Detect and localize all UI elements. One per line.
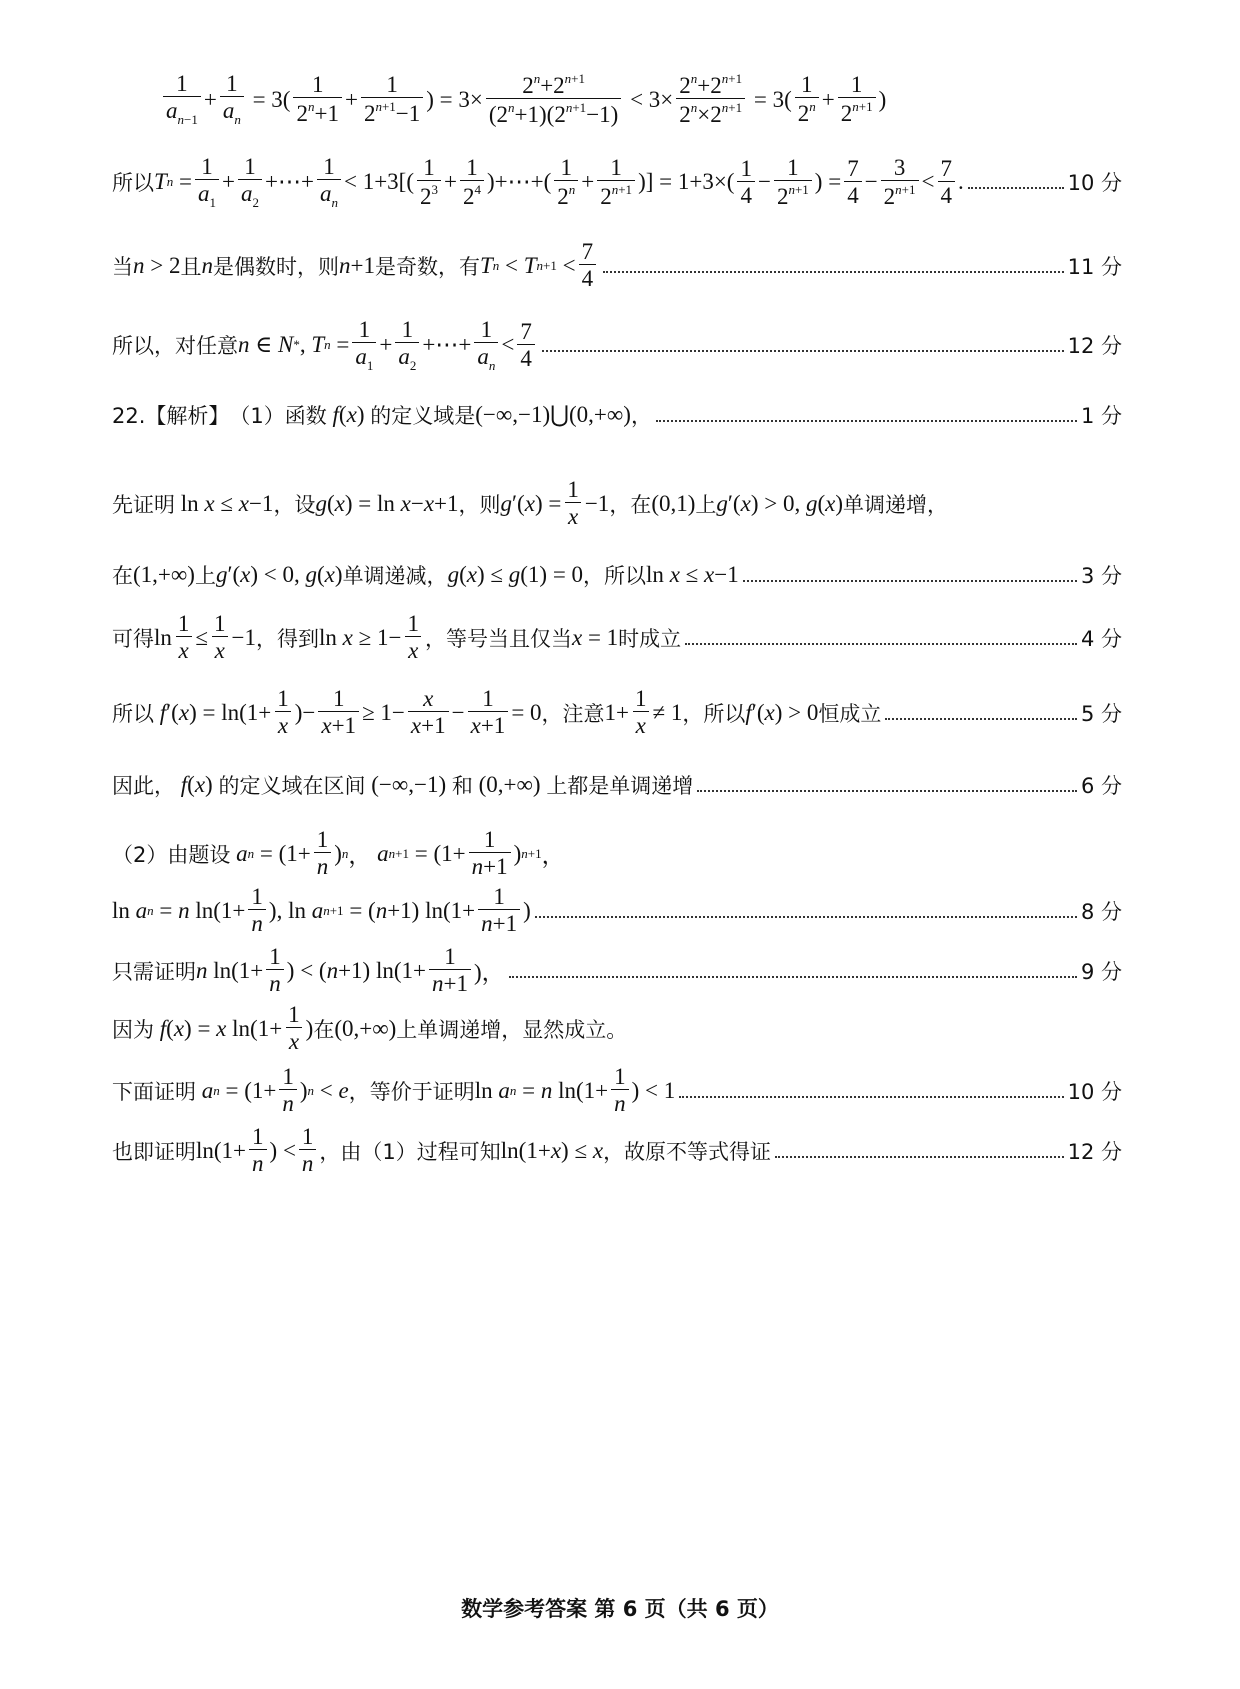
text-ie-prove: 也即证明 (112, 1139, 196, 1164)
text-obvious: 上单调递增，显然成立。 (396, 1017, 628, 1042)
text-obtain: 可得 (112, 626, 154, 651)
text-so: ，所以 (583, 564, 647, 588)
score-label: 11 分 (1067, 254, 1122, 279)
need-prove-line: 只需证明 n ln(1+ $\frac{1}{n}$ ) < ( n +1) ln(1+ $\frac{1}{n+1}$ )， 9 分 (112, 944, 1122, 997)
leader-dots (885, 718, 1077, 720)
score-label: 5 分 (1080, 701, 1122, 726)
text-on: ，在 (609, 492, 652, 517)
q22-line: 22.【解析】 （1）函数 f ( x ) 的定义域是 (−∞,−1)⋃(0,+∞) ， 1 分 (112, 402, 1122, 428)
score-label: 6 分 (1080, 774, 1122, 798)
formula-tn-ineq: T n < T n+1 < $\frac{7}{4}$ (480, 240, 599, 291)
score-label: 8 分 (1080, 899, 1122, 924)
text-qie: 且 (180, 254, 202, 279)
formula-line-1 (160, 72, 1170, 127)
score-label: 10 分 (1067, 1079, 1122, 1104)
leader-dots (697, 790, 1077, 792)
text-always-holds: 恒成立 (818, 701, 882, 726)
text-dang: 当 (112, 254, 133, 279)
leader-dots (968, 187, 1064, 189)
text-zai: 在 (112, 564, 133, 588)
q22-domain-text: 的定义域是 (370, 404, 476, 428)
proof-line-b: 在 (1,+∞) 上 g ′( x ) < 0, g ( x ) 单调递减， g ( x ) ≤ g (1) = 0 ，所以 ln x ≤ x −1 3 分 (112, 562, 1122, 588)
below-prove-line: 下面证明 a n = (1+ $\frac{1}{n}$ ) n < e ，等价于证明 ln a n = n ln(1+ $\frac{1}{n}$ ) < 1 10 分 (112, 1064, 1122, 1117)
score-label: 12 分 (1067, 1139, 1122, 1164)
formula-line-2 (112, 155, 1122, 210)
score-label: 4 分 (1080, 626, 1122, 651)
text-line-4 (112, 318, 1122, 373)
text-part2: （2）由题设 (112, 842, 231, 867)
text-zai: 在 (313, 1017, 335, 1042)
text-let: ，设 (273, 492, 316, 517)
proof-line-a: 先证明 ln x ≤ x −1 ，设 g ( x ) = ln x − x +1 ，则 g ′( x ) = $\frac{1}{x}$ −1 ，在 (0,1) 上 g ′( x ) > 0, g ( x ) 单调递增， (112, 477, 949, 530)
text-so: ，所以 (682, 701, 746, 726)
text-increasing: 单调递增， (843, 492, 949, 517)
text-decreasing: 单调递减， (342, 564, 448, 588)
text-suoyi: 所以 (112, 171, 154, 196)
text-therefore: 因此， (112, 774, 175, 798)
score-label: 1 分 (1080, 404, 1122, 428)
leader-dots (542, 350, 1064, 352)
text-equality: ，等号当且仅当 (424, 626, 572, 651)
text-holds: 时成立 (618, 626, 682, 651)
formula-tn-final: n ∈ N * , T n = $\frac{1}{a_1}$ + $\frac{1}{a_2}$ +⋯+ $\frac{1}{a_n}$ < $\frac{7}{4}$ (238, 318, 538, 373)
text-even: 是偶数时，则 (212, 254, 339, 279)
leader-dots (535, 916, 1077, 918)
text-need-prove: 只需证明 (112, 959, 196, 984)
text-because: 因为 (112, 1017, 154, 1042)
score-label: 9 分 (1080, 959, 1122, 984)
proof-line-e: 因此， f ( x ) 的定义域在区间 (−∞,−1) 和 (0,+∞) 上都是单调递增 6 分 (112, 772, 1122, 798)
ie-prove-line: 也即证明 ln(1+ $\frac{1}{n}$ ) < $\frac{1}{n}$ ，由（1）过程可知 ln(1+ x ) ≤ x ，故原不等式得证 12 分 (112, 1124, 1122, 1177)
score-label: 3 分 (1080, 564, 1122, 588)
text-both-increasing: 上都是单调递增 (546, 774, 694, 798)
leader-dots (603, 271, 1063, 273)
leader-dots (679, 1096, 1063, 1098)
q22-part1: （1）函数 (229, 404, 327, 428)
text-then: ，则 (458, 492, 501, 517)
text-from-part1: ，由（1）过程可知 (319, 1139, 501, 1164)
text-shang: 上 (194, 564, 216, 588)
score-label: 12 分 (1067, 334, 1122, 359)
text-below-prove: 下面证明 (112, 1079, 196, 1104)
ln-line: ln a n = n ln(1+ $\frac{1}{n}$ ), ln a n+1 = ( n +1) ln(1+ $\frac{1}{n+1}$ ) 8 分 (112, 884, 1122, 937)
text-proven: ，故原不等式得证 (603, 1139, 772, 1164)
text-so: 所以 (112, 701, 154, 726)
text-get: ，得到 (256, 626, 319, 651)
text-domain-interval: 的定义域在区间 (218, 774, 366, 798)
text-prove-first: 先证明 (112, 492, 175, 517)
leader-dots (685, 643, 1077, 645)
formula-sum-recip: $\frac{1}{a_{n-1}}$ + $\frac{1}{a_n}$ = 3( $\frac{1}{2^n+1}$ + $\frac{1}{2^{n+1}-1}$ ) = 3× $\frac{2^n+2^{n+1}}{(2^n+1)(2^{n+1}-1)}$ < 3× $\frac{2^n+2^{n+1}}{2^n\times 2^{n+1}}$ = 3( $\frac{1}{2^n}$ + $\frac{1}{2^{n+1}}$ ) (160, 72, 886, 127)
proof-line-d: 所以 f ′( x ) = ln(1+ $\frac{1}{x}$ )− $\frac{1}{x+1}$ ≥ 1− $\frac{x}{x+1}$ − $\frac{1}{x+1}$ = 0 ，注意 1+ $\frac{1}{x}$ ≠ 1 ，所以 f ′( x ) > 0 恒成立 5 分 (112, 686, 1122, 739)
page-footer: 数学参考答案 第 6 页（共 6 页） (461, 1597, 779, 1621)
leader-dots (775, 1156, 1064, 1158)
leader-dots (743, 580, 1077, 582)
proof-line-c: 可得 ln $\frac{1}{x}$ ≤ $\frac{1}{x}$ −1 ，得到 ln x ≥ 1− $\frac{1}{x}$ ，等号当且仅当 x = 1 时成立 4 分 (112, 611, 1122, 664)
text-line-3: 当 n > 2 且 n 是偶数时，则 n +1 是奇数，有 T n < T n+1 < $\frac{7}{4}$ 11 分 (112, 239, 1122, 292)
part2-line: （2）由题设 a n = (1+ $\frac{1}{n}$ ) n ， a n+1 = (1+ $\frac{1}{n+1}$ ) n+1 ， (112, 827, 565, 880)
because-line: 因为 f ( x ) = x ln(1+ $\frac{1}{x}$ ) 在 (0,+∞) 上单调递增，显然成立。 (112, 1002, 628, 1055)
q22-label: 22.【解析】 (112, 404, 230, 428)
text-shang: 上 (695, 492, 717, 517)
leader-dots (656, 420, 1077, 422)
text-for-any: 所以，对任意 (112, 334, 238, 359)
text-equivalent: ，等价于证明 (348, 1079, 475, 1104)
text-odd: 是奇数，有 (374, 254, 480, 279)
formula-tn-bound: T n = $\frac{1}{a_1}$ + $\frac{1}{a_2}$ +⋯+ $\frac{1}{a_n}$ < 1+3[( $\frac{1}{2^3}$ + $\frac{1}{2^4}$ )+⋯+( $\frac{1}{2^n}$ + $\frac{1}{2^{n+1}}$ )] = 1+3×( $\frac{1}{4}$ − $\frac{1}{2^{n+1}}$ ) = $\frac{7}{4}$ − $\frac{3}{2^{n+1}}$ < $\frac{7}{4}$ . (154, 154, 964, 211)
leader-dots (509, 976, 1077, 978)
score-label: 10 分 (1067, 171, 1122, 196)
text-and: 和 (451, 774, 473, 798)
text-note: ，注意 (541, 701, 605, 726)
